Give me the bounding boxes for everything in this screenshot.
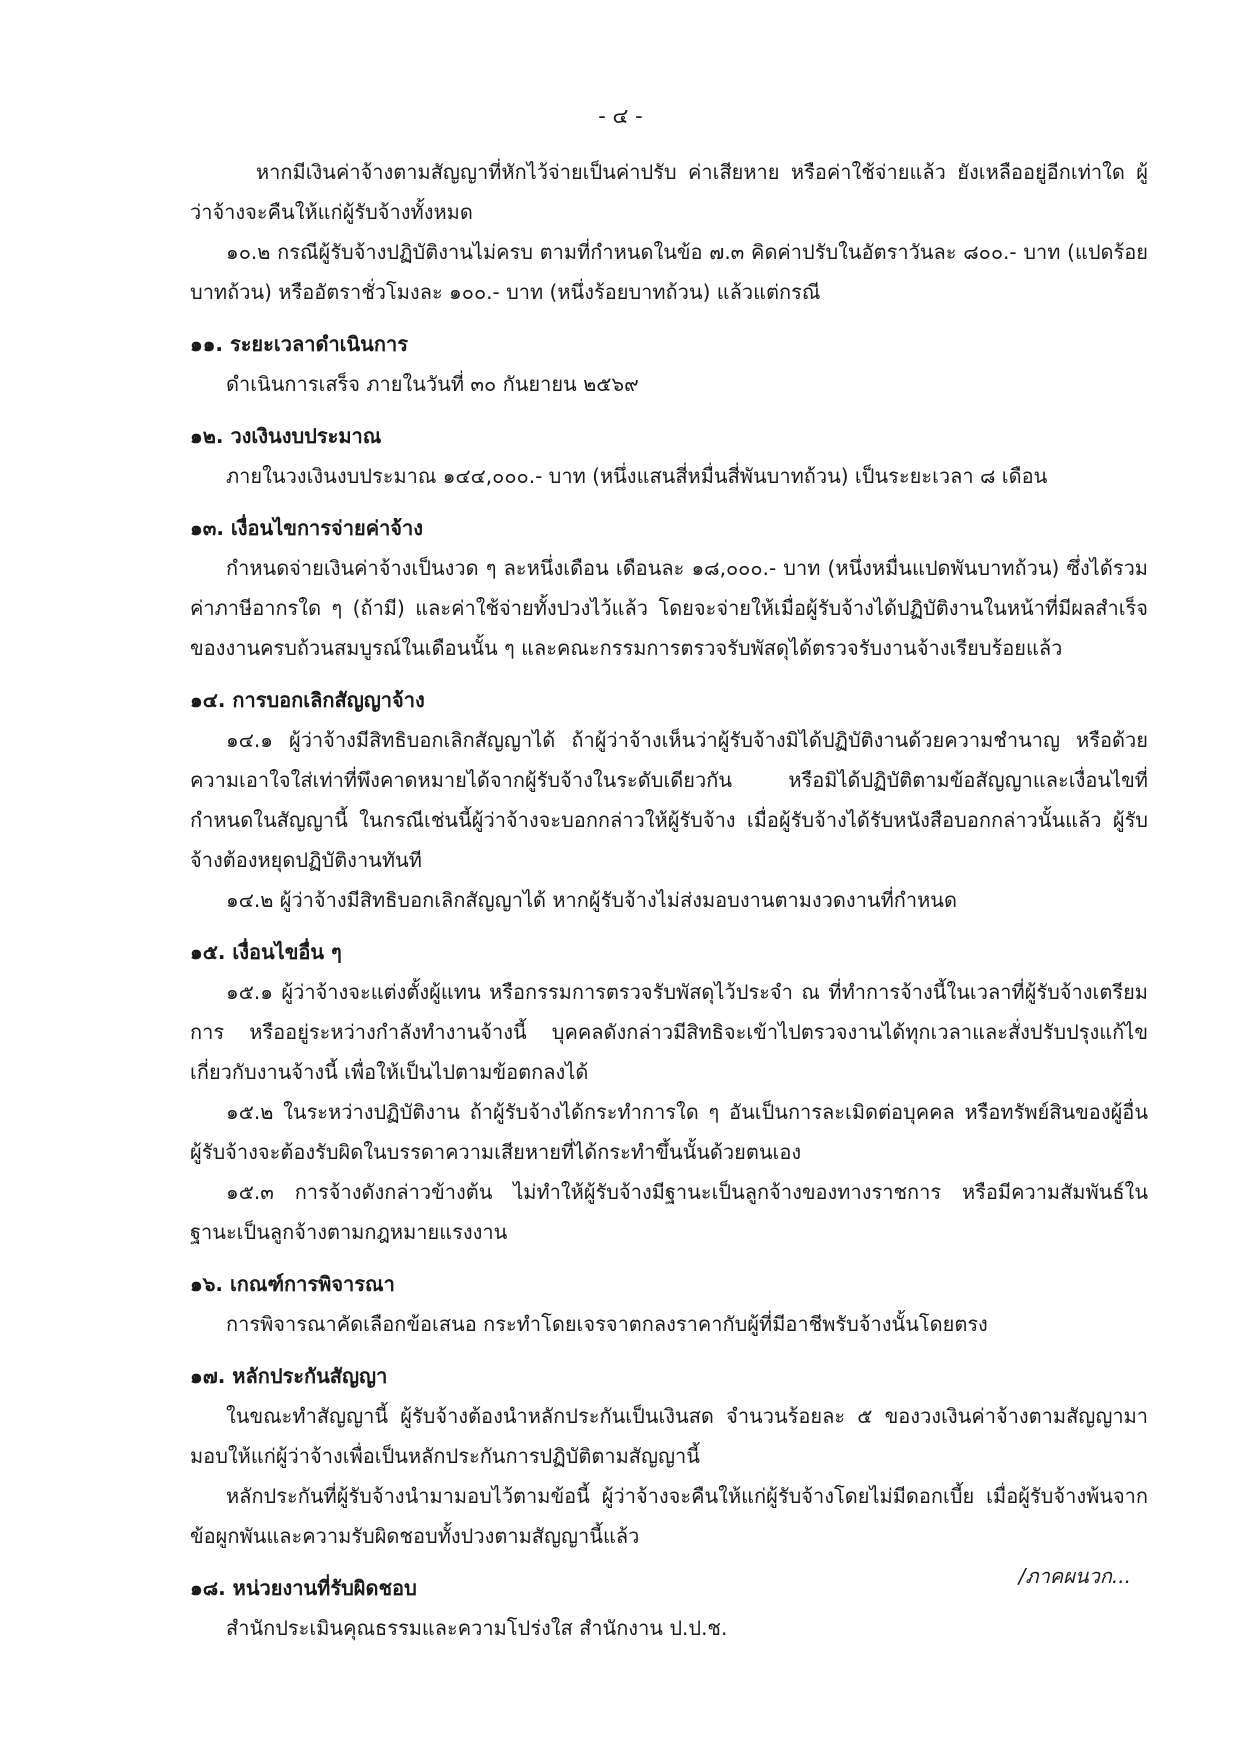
section-17-paragraph-1: ในขณะทำสัญญานี้ ผู้รับจ้างต้องนำหลักประกันเป็นเงินสด จำนวนร้อยละ ๕ ของวงเงินค่าจ้างตามสัญญามามอบให้แก่ผู้ว่าจ้างเพื่อเป็นหลักประกันการปฏิบัติตามสัญญานี้: [190, 1404, 1148, 1468]
section-11-title: ๑๑. ระยะเวลาดำเนินการ: [190, 332, 408, 356]
section-14: [190, 680, 1148, 920]
section-12-title: ๑๒. วงเงินงบประมาณ: [190, 424, 382, 448]
clause-14-2: ๑๔.๒ ผู้ว่าจ้างมีสิทธิบอกเลิกสัญญาได้ หากผู้รับจ้างไม่ส่งมอบงานตามงวดงานที่กำหนด: [226, 888, 957, 912]
section-17-paragraph-2: หลักประกันที่ผู้รับจ้างนำมามอบไว้ตามข้อนี้ ผู้ว่าจ้างจะคืนให้แก่ผู้รับจ้างโดยไม่มีดอกเบี้ย เมื่อผู้รับจ้างพ้นจากข้อผูกพันและความรับผิดชอบทั้งปวงตามสัญญานี้แล้ว: [190, 1484, 1148, 1548]
section-13-title: ๑๓. เงื่อนไขการจ่ายค่าจ้าง: [190, 516, 424, 540]
section-15: [190, 932, 1148, 1252]
clause-15-3: ๑๕.๓ การจ้างดังกล่าวข้างต้น ไม่ทำให้ผู้รับจ้างมีฐานะเป็นลูกจ้างของทางราชการ หรือมีความสัมพันธ์ในฐานะเป็นลูกจ้างตามกฎหมายแรงงาน: [190, 1180, 1148, 1244]
section-12-body: ภายในวงเงินงบประมาณ ๑๔๔,๐๐๐.- บาท (หนึ่งแสนสี่หมื่นสี่พันบาทถ้วน) เป็นระยะเวลา ๘ เดือน: [226, 464, 1048, 488]
clause-15-1: ๑๕.๑ ผู้ว่าจ้างจะแต่งตั้งผู้แทน หรือกรรมการตรวจรับพัสดุไว้ประจำ ณ ที่ทำการจ้างนี้ในเวลาที่ผู้รับจ้างเตรียมการ หรืออยู่ระหว่างกำลังทำงานจ้างนี้ บุคคลดังกล่าวมีสิทธิจะเข้าไปตรวจงานได้ทุกเวลาและสั่งปรับปรุงแก้ไขเกี่ยวกับงานจ้างนี้ เพื่อให้เป็นไปตามข้อตกลงได้: [190, 980, 1148, 1084]
section-17: [190, 1356, 1148, 1556]
section-16: [190, 1264, 1148, 1344]
section-17-title: ๑๗. หลักประกันสัญญา: [190, 1364, 388, 1388]
section-11-body: ดำเนินการเสร็จ ภายในวันที่ ๓๐ กันยายน ๒๕๖๙: [226, 372, 639, 396]
section-18-title: ๑๘. หน่วยงานที่รับผิดชอบ: [190, 1576, 417, 1600]
document-body: [190, 152, 1148, 1648]
section-11: [190, 324, 1148, 404]
clause-10-2: ๑๐.๒ กรณีผู้รับจ้างปฏิบัติงานไม่ครบ ตามที่กำหนดในข้อ ๗.๓ คิดค่าปรับในอัตราวันละ ๘๐๐.- บาท (แปดร้อยบาทถ้วน) หรืออัตราชั่วโมงละ ๑๐๐.- บาท (หนึ่งร้อยบาทถ้วน) แล้วแต่กรณี: [190, 240, 1148, 304]
page-number: - ๔ -: [598, 104, 643, 128]
section-16-body: การพิจารณาคัดเลือกข้อเสนอ กระทำโดยเจรจาตกลงราคากับผู้ที่มีอาชีพรับจ้างนั้นโดยตรง: [226, 1312, 988, 1336]
section-15-title: ๑๕. เงื่อนไขอื่น ๆ: [190, 940, 342, 964]
intro-paragraph-1: หากมีเงินค่าจ้างตามสัญญาที่หักไว้จ่ายเป็นค่าปรับ ค่าเสียหาย หรือค่าใช้จ่ายแล้ว ยังเหลืออยู่อีกเท่าใด ผู้ว่าจ้างจะคืนให้แก่ผู้รับจ้างทั้งหมด: [190, 160, 1148, 224]
section-14-title: ๑๔. การบอกเลิกสัญญาจ้าง: [190, 688, 425, 712]
clause-15-2: ๑๕.๒ ในระหว่างปฏิบัติงาน ถ้าผู้รับจ้างได้กระทำการใด ๆ อันเป็นการละเมิดต่อบุคคล หรือทรัพย์สินของผู้อื่น ผู้รับจ้างจะต้องรับผิดในบรรดาความเสียหายที่ได้กระทำขึ้นนั้นด้วยตนเอง: [190, 1100, 1148, 1164]
section-18-body: สำนักประเมินคุณธรรมและความโปร่งใส สำนักงาน ป.ป.ช.: [226, 1616, 728, 1640]
clause-14-1: ๑๔.๑ ผู้ว่าจ้างมีสิทธิบอกเลิกสัญญาได้ ถ้าผู้ว่าจ้างเห็นว่าผู้รับจ้างมิได้ปฏิบัติงานด้วยความชำนาญ หรือด้วยความเอาใจใส่เท่าที่พึงคาดหมายได้จากผู้รับจ้างในระดับเดียวกัน หรือมิได้ปฏิบัติตามข้อสัญญาและเงื่อนไขที่กำหนดในสัญญานี้ ในกรณีเช่นนี้ผู้ว่าจ้างจะบอกกล่าวให้ผู้รับจ้าง เมื่อผู้รับจ้างได้รับหนังสือบอกกล่าวนั้นแล้ว ผู้รับจ้างต้องหยุดปฏิบัติงานทันที: [190, 728, 1148, 872]
continuation-note: /ภาคผนวก...: [1018, 1564, 1131, 1588]
section-12: [190, 416, 1148, 496]
section-16-title: ๑๖. เกณฑ์การพิจารณา: [190, 1272, 395, 1296]
section-13-body: กำหนดจ่ายเงินค่าจ้างเป็นงวด ๆ ละหนึ่งเดือน เดือนละ ๑๘,๐๐๐.- บาท (หนึ่งหมื่นแปดพันบาทถ้วน) ซึ่งได้รวมค่าภาษีอากรใด ๆ (ถ้ามี) และค่าใช้จ่ายทั้งปวงไว้แล้ว โดยจะจ่ายให้เมื่อผู้รับจ้างได้ปฏิบัติงานในหน้าที่มีผลสำเร็จของงานครบถ้วนสมบูรณ์ในเดือนนั้น ๆ และคณะกรรมการตรวจรับพัสดุได้ตรวจรับงานจ้างเรียบร้อยแล้ว: [190, 556, 1148, 660]
section-13: [190, 508, 1148, 668]
section-18: [190, 1568, 1148, 1648]
